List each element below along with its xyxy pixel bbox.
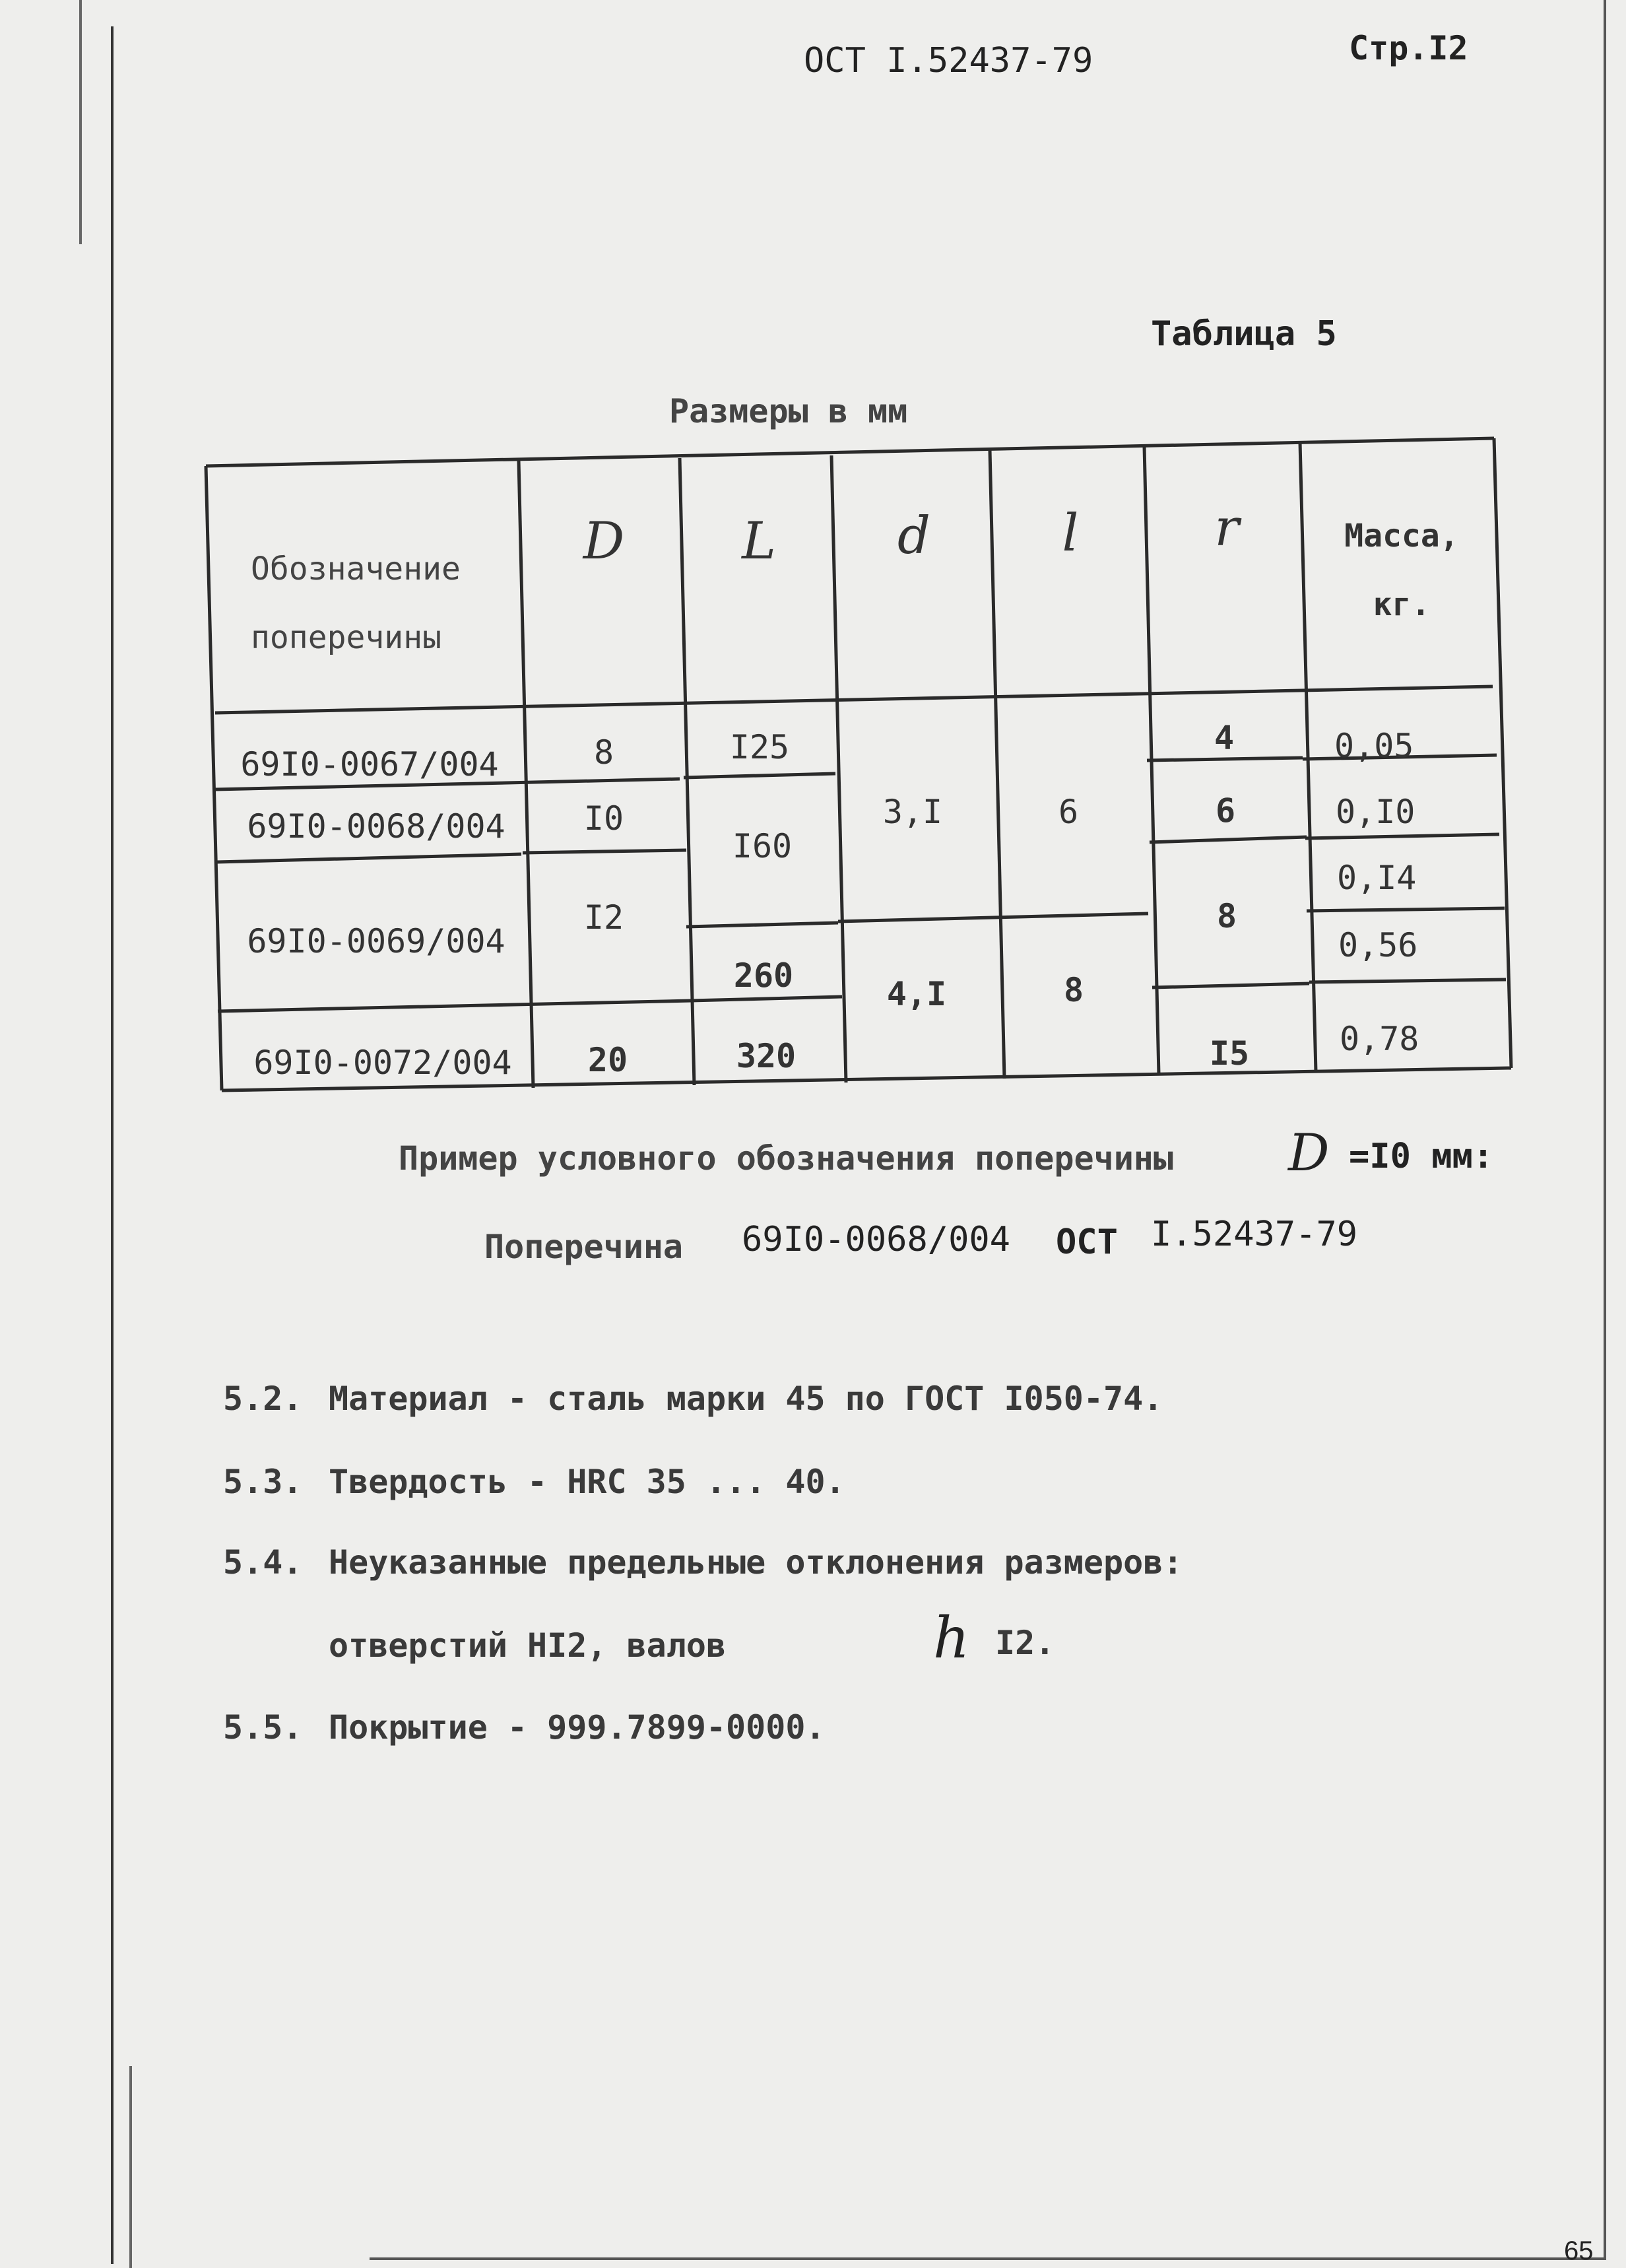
frame-bottom-line — [370, 2257, 1606, 2260]
scan-edge-bottom-left — [129, 2066, 132, 2268]
table-cell-mass-2: 0,I0 — [1336, 793, 1415, 831]
clause-5-4-continued — [223, 1626, 726, 1665]
clause-5-5 — [223, 1708, 826, 1747]
clause-text: Покрытие - 999.7899-0000. — [329, 1708, 826, 1747]
table-cell-r-3: 8 — [1216, 897, 1237, 935]
column-header-name-line2: поперечины — [251, 619, 441, 656]
column-header-L: L — [742, 512, 776, 571]
table-cell-mass-5: 0,78 — [1340, 1020, 1419, 1058]
clause-number: 5.3. — [223, 1463, 303, 1501]
column-header-l: l — [1062, 504, 1079, 563]
table-cell-l-2: 8 — [1063, 971, 1084, 1009]
frame-right-line — [1604, 0, 1606, 2257]
column-header-mass-line2: кг. — [1373, 586, 1431, 623]
example-caption: Пример условного обозначения поперечины — [399, 1139, 1173, 1178]
table-cell-d-2: 4,I — [886, 975, 947, 1013]
clause-text: Твердость - НRС 35 ... 40. — [329, 1463, 845, 1501]
page-label: Стр.I2 — [1349, 29, 1468, 67]
column-header-r: r — [1214, 498, 1239, 558]
table-cell-mass-4: 0,56 — [1338, 926, 1418, 964]
clause-h-symbol: h — [933, 1605, 970, 1671]
column-header-D: D — [583, 512, 625, 571]
table-cell-d-1: 3,I — [882, 793, 943, 831]
example-d-symbol: D — [1288, 1123, 1330, 1183]
example-standard: I.52437-79 — [1151, 1215, 1358, 1254]
table-cell-l-1: 6 — [1058, 793, 1079, 831]
clause-number: 5.4. — [223, 1543, 303, 1582]
table-cell-D-1: 8 — [593, 733, 614, 772]
table-cell-r-1: 4 — [1214, 719, 1235, 757]
clause-number: 5.2. — [223, 1380, 303, 1418]
clause-5-2 — [223, 1380, 1163, 1418]
table-cell-L-4: 320 — [736, 1037, 797, 1075]
clause-text: отверстий НI2, валов — [329, 1626, 727, 1665]
table-cell-D-3: I2 — [583, 898, 624, 937]
table-units: Размеры в мм — [669, 392, 908, 430]
sheet-number: 65 — [1564, 2236, 1594, 2265]
table-cell-name-2: 69I0-0068/004 — [247, 807, 505, 846]
column-header-mass — [1309, 502, 1494, 640]
table-cell-name-4: 69I0-0072/004 — [253, 1044, 512, 1082]
table-cell-r-2: 6 — [1215, 791, 1236, 830]
table-cell-r-4: I5 — [1209, 1034, 1250, 1073]
table-cell-L-2: I60 — [732, 827, 793, 865]
table-cell-L-3: 260 — [733, 956, 794, 995]
table-cell-D-4: 20 — [587, 1041, 628, 1079]
table-cell-D-2: I0 — [583, 799, 624, 838]
clause-5-3 — [223, 1463, 845, 1501]
table-cell-mass-1: 0,05 — [1334, 727, 1414, 765]
table-cell-name-3: 69I0-0069/004 — [247, 922, 505, 960]
column-header-name-line1: Обозначение — [251, 550, 461, 587]
example-word: Поперечина — [484, 1228, 684, 1266]
example-code: 69I0-0068/004 — [742, 1220, 1010, 1259]
clause-text: Неуказанные предельные отклонения размеров: — [329, 1543, 1183, 1582]
table-cell-name-1: 69I0-0067/004 — [240, 745, 499, 784]
standard-code: ОСТ I.52437-79 — [804, 41, 1093, 81]
example-ost: ОСТ — [1056, 1222, 1118, 1262]
example-d-value: =I0 мм: — [1349, 1137, 1494, 1176]
table-cell-mass-3: 0,I4 — [1337, 859, 1417, 897]
frame-left-line — [111, 26, 114, 2264]
column-header-mass-line1: Масса, — [1344, 517, 1459, 554]
table-caption: Таблица 5 — [1151, 314, 1337, 354]
column-header-d: d — [897, 506, 930, 566]
clause-h-value: I2. — [995, 1624, 1055, 1662]
column-header-name — [251, 535, 515, 672]
clause-text: Материал - сталь марки 45 по ГОСТ I050-74. — [329, 1380, 1163, 1418]
clause-number: 5.5. — [223, 1708, 303, 1747]
scan-edge-top-left — [79, 0, 82, 244]
table-cell-L-1: I25 — [729, 728, 790, 766]
clause-5-4 — [223, 1543, 1183, 1582]
